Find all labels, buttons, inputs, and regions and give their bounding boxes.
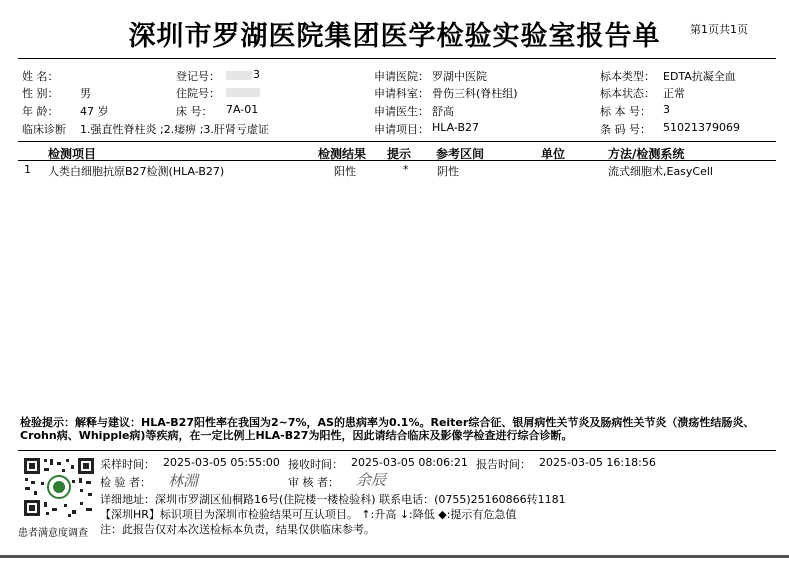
address-line: 详细地址：深圳市罗湖区仙桐路16号(住院楼一楼检验科) 联系电话：(0755)25160866转1181: [100, 493, 566, 506]
disclaimer-line: 注：此报告仅对本次送检标本负责，结果仅供临床参考。: [100, 523, 375, 536]
col-header-result: 检测结果: [318, 147, 367, 161]
diagnosis-label: 临床诊断: [22, 123, 66, 136]
footer-divider: [18, 450, 776, 451]
row-item: 人类白细胞抗原B27检测(HLA-B27): [48, 165, 225, 178]
col-header-method: 方法/检测系统: [608, 147, 685, 161]
diagnosis-value: 1.强直性脊柱炎 ;2.痿痹 ;3.肝肾亏虚证: [80, 123, 269, 136]
specimen-type-label: 标本类型：: [600, 70, 655, 83]
age-value: 47 岁: [80, 105, 109, 118]
bottom-border: [0, 555, 789, 558]
specimen-state-value: 正常: [663, 87, 685, 100]
tester-signature: 林淵: [168, 472, 199, 490]
redaction-mask: [226, 71, 252, 80]
request-item-value: HLA-B27: [432, 121, 480, 134]
doctor-value: 舒高: [432, 105, 454, 118]
lab-note: [20, 416, 770, 442]
registration-label: 登记号：: [176, 70, 220, 83]
name-label: 姓 名：: [22, 70, 59, 83]
specimen-number-value: 3: [663, 103, 670, 116]
registration-value: [226, 68, 260, 81]
table-header-divider: [18, 160, 776, 161]
bed-label: 床 号：: [176, 105, 213, 118]
hospital-value: 罗湖中医院: [432, 70, 487, 83]
report-time-value: 2025-03-05 16:18:56: [539, 456, 656, 469]
col-header-item: 检测项目: [48, 147, 97, 161]
registration-number: 3: [253, 68, 260, 81]
inpatient-label: 住院号：: [176, 87, 220, 100]
specimen-number-label: 标 本 号：: [600, 105, 651, 118]
page-indicator: 第1页共1页: [690, 23, 748, 36]
specimen-type-value: EDTA抗凝全血: [663, 70, 736, 83]
age-label: 年 龄：: [22, 105, 59, 118]
barcode-value: 51021379069: [663, 121, 740, 134]
specimen-state-label: 标本状态：: [600, 87, 655, 100]
report-time-label: 报告时间：: [476, 458, 531, 471]
note-text: 解释与建议：HLA-B27阳性率在我国为2~7%，AS的患病率为0.1%。Reiter综合征、银屑病性关节炎及肠病性关节炎（溃疡性结肠炎、 Crohn病、Whipple病)等疾病，在一定比例上HLA-B27为阳性，因此请结合临床及影像学检查进行综合诊断。: [20, 416, 755, 442]
request-item-label: 申请项目：: [374, 123, 429, 136]
collect-time-label: 采样时间：: [100, 458, 155, 471]
department-label: 申请科室：: [374, 87, 429, 100]
hospital-label: 申请医院：: [374, 70, 429, 83]
tester-label: 检 验 者：: [100, 476, 151, 489]
row-result: 阳性: [334, 165, 356, 178]
barcode-label: 条 码 号：: [600, 123, 651, 136]
redaction-mask: [226, 88, 260, 97]
row-reference: 阴性: [437, 165, 459, 178]
legend-line: 【深圳HR】标识项目为深圳市检验结果可互认项目。 ↑:升高 ↓:降低 ◆:提示有危急值: [100, 508, 517, 521]
department-value: 骨伤三科(脊柱组): [432, 87, 518, 100]
col-header-unit: 单位: [541, 147, 566, 161]
survey-label: 患者满意度调查: [18, 528, 88, 539]
row-flag: *: [403, 163, 409, 176]
reviewer-label: 审 核 者：: [288, 476, 339, 489]
qr-code: [22, 456, 96, 518]
header-divider: [18, 58, 776, 59]
receive-time-label: 接收时间：: [288, 458, 343, 471]
inpatient-value: [226, 85, 261, 98]
report-title: 深圳市罗湖医院集团医学检验实验室报告单: [128, 21, 661, 52]
collect-time-value: 2025-03-05 05:55:00: [163, 456, 280, 469]
receive-time-value: 2025-03-05 08:06:21: [351, 456, 468, 469]
row-method: 流式细胞术,EasyCell: [608, 165, 713, 178]
sex-value: 男: [80, 87, 91, 100]
doctor-label: 申请医生：: [374, 105, 429, 118]
col-header-reference: 参考区间: [436, 147, 485, 161]
info-divider: [18, 141, 776, 142]
col-header-flag: 提示: [387, 147, 412, 161]
sex-label: 性 别：: [22, 87, 59, 100]
row-number: 1: [24, 163, 31, 176]
note-label: 检验提示：: [20, 416, 75, 429]
bed-value: 7A-01: [226, 103, 259, 116]
reviewer-signature: 余辰: [356, 471, 387, 489]
